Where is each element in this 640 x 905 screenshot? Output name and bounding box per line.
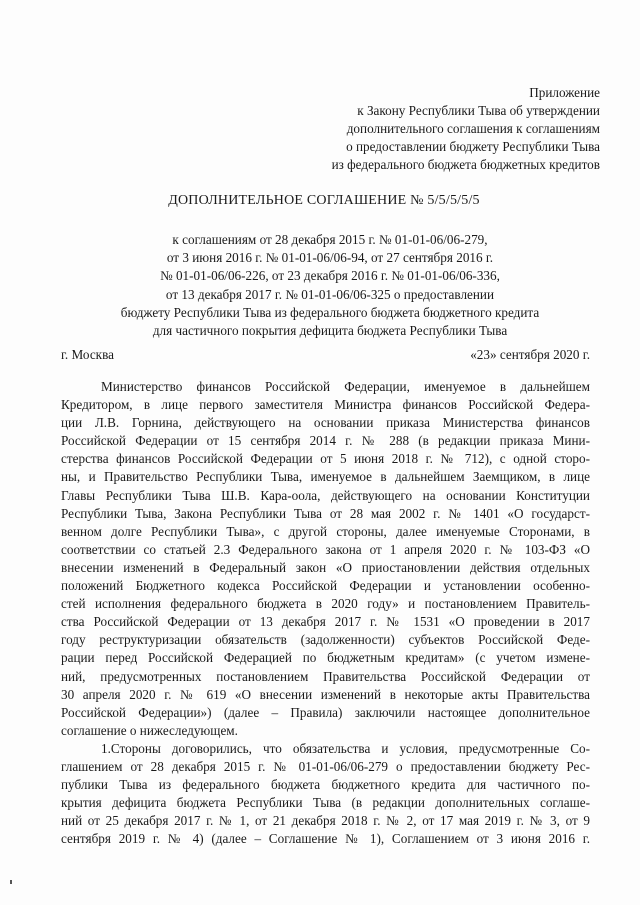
paragraph-line: стей исполнения федерального бюджета в 2020 году» и постановлением Правитель- <box>61 596 590 612</box>
subtitle-line: бюджету Республики Тыва из федерального бюджета бюджетного кредита <box>120 304 540 320</box>
paragraph-line: 1.Стороны договорились, что обязательства и условия, предусмотренные Со- <box>101 740 590 756</box>
paragraph-line: сентября 2019 г. № 4) (далее – Соглашение № 1), Соглашением от 3 июня 2016 г. <box>61 831 590 847</box>
paragraph-line: ны, и Правительство Республики Тыва, именуемое в дальнейшем Заемщиком, в лице <box>61 469 590 485</box>
paragraph-line: крытия дефицита бюджета Республики Тыва (в редакции дополнительных соглаше- <box>61 795 590 811</box>
paragraph-line: Российской Федерации») (далее – Правила) заключили настоящее дополнительное <box>61 704 590 720</box>
paragraph-line: Кредитором, в лице первого заместителя Министра финансов Российской Федера- <box>61 397 590 413</box>
paragraph-line: внесении изменений в Федеральный закон «О приостановлении действия отдельных <box>61 559 590 575</box>
paragraph-line: 30 апреля 2020 г. № 619 «О внесении изменений в некоторые акты Правительства <box>61 686 590 702</box>
subtitle-line: к соглашениям от 28 декабря 2015 г. № 01-01-06/06-279, <box>172 232 488 247</box>
paragraph-line: венном долге Республики Тыва», с другой стороны, далее именуемые Сторонами, в <box>61 523 590 539</box>
paragraph-line: Министерство финансов Российской Федерации, именуемое в дальнейшем <box>101 379 590 394</box>
paragraph-line: ства Российской Федерации от 13 декабря 2017 г. № 1531 «О проведении в 2017 <box>61 614 590 630</box>
paragraph-line: глашением от 28 декабря 2015 г. № 01-01-06/06-279 о предоставлении бюджету Рес- <box>61 758 590 774</box>
paragraph-line: публики Тыва из федерального бюджета бюджетного кредита для частичного по- <box>61 777 590 793</box>
paragraph-line: стерства финансов Российской Федерации от 5 июня 2018 г. № 712), с одной сторо- <box>61 451 590 467</box>
paragraph-line: положений Бюджетного кодекса Российской Федерации и установлении особенно- <box>61 578 590 594</box>
appendix-line: Приложение <box>529 85 600 100</box>
paragraph-line: Республики Тыва, Закона Республики Тыва от 28 мая 2002 г. № 1401 «О государст- <box>61 505 590 521</box>
paragraph-line: Российской Федерации от 15 сентября 2014 г. № 288 (в редакции приказа Мини- <box>61 433 590 449</box>
paragraph-line: году реструктуризации обязательств (задолженности) субъектов Российской Феде- <box>61 632 590 648</box>
scan-margin-mark <box>10 880 12 884</box>
paragraph-line: ний, предусмотренных постановлением Правительства Российской Федерации от <box>61 668 590 684</box>
agreement-date: «23» сентября 2020 г. <box>470 347 590 362</box>
appendix-line: дополнительного соглашения к соглашениям <box>346 121 600 136</box>
agreement-body <box>61 378 590 848</box>
paragraph-line: соглашение о нижеследующем. <box>61 722 238 738</box>
paragraph-line: ний от 25 декабря 2017 г. № 1, от 21 декабря 2018 г. № 2, от 17 мая 2019 г. № 3, от 9 <box>61 813 590 829</box>
appendix-line: из федерального бюджета бюджетных кредитов <box>331 157 600 172</box>
paragraph-line: Главы Республики Тыва Ш.В. Кара-оола, действующего на основании Конституции <box>61 487 590 503</box>
appendix-header <box>270 84 600 174</box>
paragraph-line: ции Л.В. Горнина, действующего на основании приказа Министерства финансов <box>61 415 590 431</box>
paragraph-line: соответствии со статьей 2.3 Федерального закона от 1 апреля 2020 г. № 103-ФЗ «О <box>61 541 590 557</box>
document-title: ДОПОЛНИТЕЛЬНОЕ СОГЛАШЕНИЕ № 5/5/5/5/5 <box>168 193 480 208</box>
appendix-line: о предоставлении бюджету Республики Тыва <box>346 139 600 154</box>
subtitle-line: № 01-01-06/06-226, от 23 декабря 2016 г. № 01-01-06/06-336, <box>160 268 500 284</box>
subtitle-line: для частичного покрытия дефицита бюджета Республики Тыва <box>152 323 508 339</box>
paragraph-line: рации перед Российской Федерацией по бюджетным кредитам» (с учетом измене- <box>61 650 590 666</box>
appendix-line: к Закону Республики Тыва об утверждении <box>357 103 600 118</box>
place-city: г. Москва <box>61 347 114 362</box>
document-subtitle <box>70 231 590 340</box>
subtitle-line: от 13 декабря 2017 г. № 01-01-06/06-325 о предоставлении <box>165 286 495 302</box>
subtitle-line: от 3 июня 2016 г. № 01-01-06/06-94, от 27 сентября 2016 г. <box>166 250 494 266</box>
